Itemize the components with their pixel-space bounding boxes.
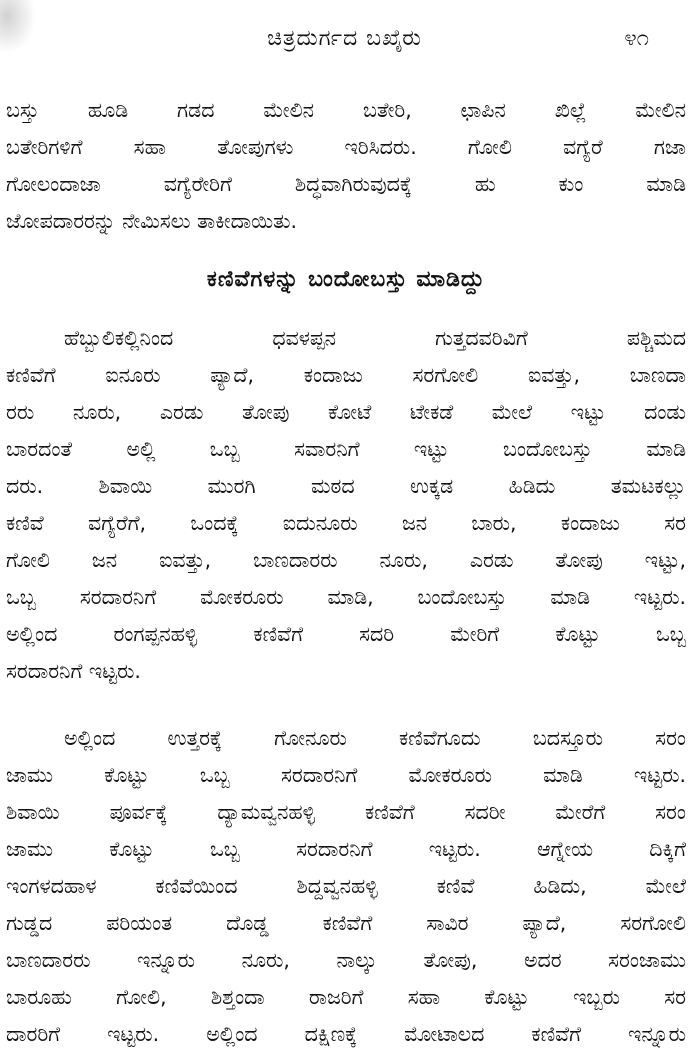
text-line: ಒಬ್ಬ ಸರದಾರನಿಗೆ ಮೋಕರೂರು ಮಾಡಿ, ಬಂದೋಬಸ್ತು ಮಾಡಿ ಇಟ್ಟರು. xyxy=(6,585,686,609)
text-line: ಸರದಾರನಿಗೆ ಇಟ್ಟರು. xyxy=(6,659,141,683)
text-line: ಬಾರದಂತೆ ಅಲ್ಲಿ ಒಬ್ಬ ಸವಾರನಿಗೆ ಇಟ್ಟು ಬಂದೋಬಸ್ತು ಮಾಡಿ xyxy=(6,437,686,461)
text-line: ಶಿವಾಯಿ ಪೂರ್ವಕ್ಕೆ ದ್ಯಾಮವ್ವನಹಳ್ಳಿ ಕಣಿವೆಗೆ ಸದರೀ ಮೇರೆಗೆ ಸರಂ xyxy=(6,800,686,824)
text-line: ಬತೇರಿಗಳಿಗೆ ಸಹಾ ತೋಪುಗಳು ಇರಿಸಿದರು. ಗೋಲಿ ವಗ್ಯೆರೆ ಗಜಾ xyxy=(6,135,686,159)
text-line: ಹೆಬ್ಬುಲಿಕಲ್ಲಿನಿಂದ ಧವಳಪ್ಪನ ಗುತ್ತದವರಿವಿಗೆ ಪಶ್ಚಿಮದ xyxy=(64,326,686,350)
text-line: ಗುಡ್ಡದ ಪರಿಯಂತ ದೊಡ್ಡ ಕಣಿವೆಗೆ ಸಾವಿರ ಪ್ಯಾದೆ, ಸರಗೋಲಿ xyxy=(6,911,686,935)
text-line: ಕಣಿವೆಗೆ ಐನೂರು ಪ್ಯಾದೆ, ಕಂದಾಜು ಸರಗೋಲಿ ಐವತ್ತು, ಬಾಣದಾ xyxy=(6,363,686,387)
text-line: ರರು ನೂರು, ಎರಡು ತೋಪು ಕೋಟೆ ಟೇಕಡೆ ಮೇಲೆ ಇಟ್ಟು ದಂಡು xyxy=(6,400,686,424)
text-line: ಬಾರೂಹು ಗೋಲಿ, ಶಿಶ್ತಂದಾ ರಾಜರಿಗೆ ಸಹಾ ಕೊಟ್ಟು ಇಬ್ಬರು ಸರ xyxy=(6,985,686,1009)
running-title: ಚಿತ್ರದುರ್ಗದ ಬಖೈರು xyxy=(267,26,422,51)
text-line: ಕಣಿವೆ ವಗ್ಯೆರೆಗೆ, ಒಂದಕ್ಕೆ ಐದುನೂರು ಜನ ಬಾರು, ಕಂದಾಜು ಸರ xyxy=(6,511,686,535)
section-heading: ಕಣಿವೆಗಳನ್ನು ಬಂದೋಬಸ್ತು ಮಾಡಿದ್ದು xyxy=(206,267,486,292)
text-line: ಬಸ್ತು ಹೂಡಿ ಗಡದ ಮೇಲಿನ ಬತೇರಿ, ಛಾಪಿನ ಖಿಲ್ಲೆ ಮೇಲಿನ xyxy=(6,98,686,122)
text-line: ಜೋಪದಾರರನ್ನು ನೇಮಿಸಲು ತಾಕೀದಾಯಿತು. xyxy=(6,209,298,233)
text-line: ಗೋಲಂದಾಜಾ ವಗ್ಯೆರೇರಿಗೆ ಶಿದ್ಧವಾಗಿರುವುದಕ್ಕೆ ಹು ಕುಂ ಮಾಡಿ xyxy=(6,172,686,196)
body-text xyxy=(6,92,686,1053)
text-line: ಅಲ್ಲಿಂದ ರಂಗಪ್ಪನಹಳ್ಳಿ ಕಣಿವೆಗೆ ಸದರಿ ಮೇರಿಗೆ ಕೊಟ್ಟು ಒಬ್ಬ xyxy=(6,622,686,646)
text-line: ಜಾಮು ಕೊಟ್ಟು ಒಬ್ಬ ಸರದಾರನಿಗೆ ಇಟ್ಟರು. ಆಗ್ನೇಯ ದಿಕ್ಕಿಗೆ xyxy=(6,837,686,861)
paragraph-3 xyxy=(6,720,686,1053)
text-line: ಬಾಣದಾರರು ಇನ್ನೂರು ನೂರು, ನಾಲ್ಕು ತೋಪು, ಅದರ ಸರಂಜಾಮು xyxy=(6,948,686,972)
paragraph-1 xyxy=(6,92,686,240)
text-line: ಗೋಲಿ ಜನ ಐವತ್ತು, ಬಾಣದಾರರು ನೂರು, ಎರಡು ತೋಪು ಇಟ್ಟು, xyxy=(6,548,686,572)
text-line: ದರು. ಶಿವಾಯಿ ಮುರಗಿ ಮಠದ ಉಕ್ಕಡ ಹಿಡಿದು ತಮಟಕಲ್ಲು xyxy=(6,474,686,498)
text-line: ಇಂಗಳದಹಾಳ ಕಣಿವೆಯಿಂದ ಶಿದ್ದವ್ವನಹಳ್ಳಿ ಕಣಿವೆ ಹಿಡಿದು, ಮೇಲೆ xyxy=(6,874,686,898)
text-line: ದಾರರಿಗೆ ಇಟ್ಟರು. ಅಲ್ಲಿಂದ ದಕ್ಷಿಣಕ್ಕೆ ಮೋಟಾಲದ ಕಣಿವೆಗೆ ಇನ್ನೂರು xyxy=(6,1022,686,1046)
page-number: ೪೧ xyxy=(624,26,649,51)
text-line: ಅಲ್ಲಿಂದ ಉತ್ತರಕ್ಕೆ ಗೋನೂರು ಕಣಿವೆಗೂದು ಬದಸ್ತೂರು ಸರಂ xyxy=(64,726,686,750)
page-header xyxy=(0,22,689,62)
paragraph-2 xyxy=(6,320,686,690)
text-line: ಜಾಮು ಕೊಟ್ಟು ಒಬ್ಬ ಸರದಾರನಿಗೆ ಮೋಕರೂರು ಮಾಡಿ ಇಟ್ಟರು. xyxy=(6,763,686,787)
